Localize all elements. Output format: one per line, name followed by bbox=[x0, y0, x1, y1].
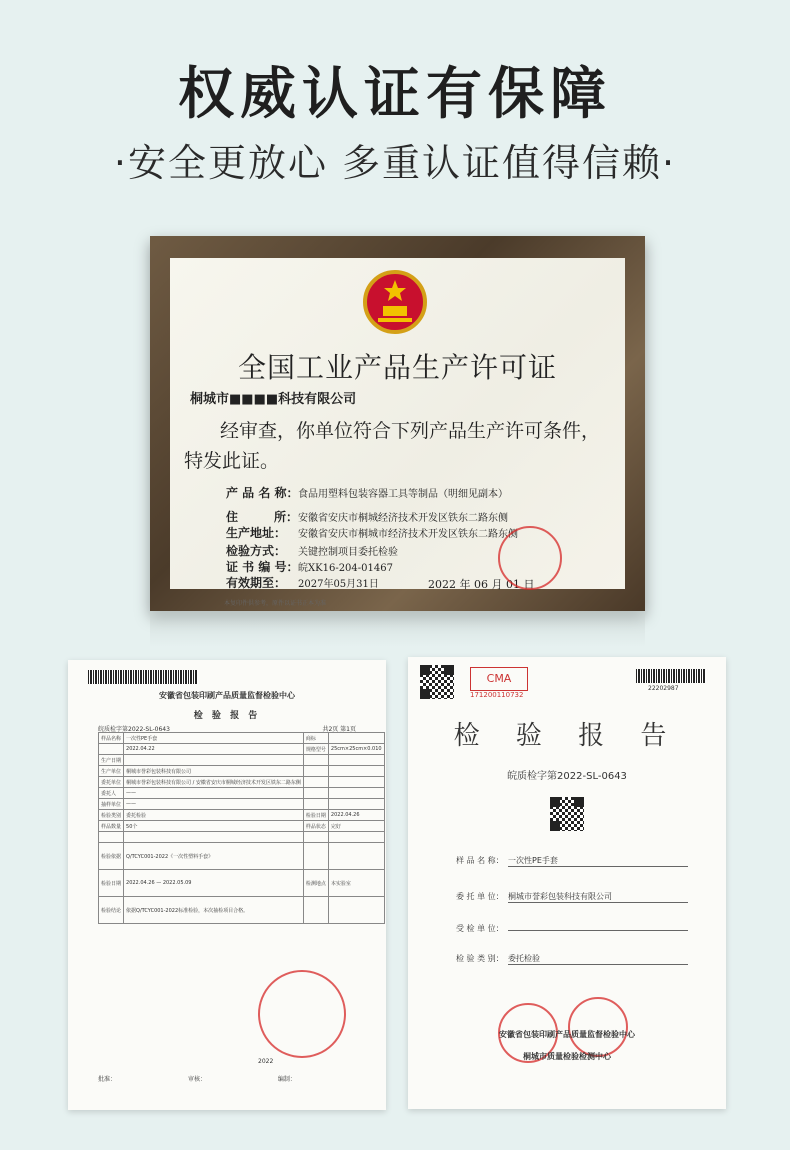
table-cell: 抽样单位 bbox=[99, 799, 124, 810]
license-frame bbox=[150, 236, 645, 611]
table-cell: 检验依据 bbox=[99, 843, 124, 870]
frame-reflection bbox=[150, 611, 645, 647]
license-row: 检验方式： 关键控制项目委托检验 bbox=[226, 544, 398, 558]
inspection-report-page-1 bbox=[68, 660, 386, 1110]
report-org: 安徽省包装印刷产品质量监督检验中心 bbox=[499, 1030, 635, 1039]
table-cell bbox=[328, 788, 384, 799]
table-cell: 2022.04.22 bbox=[124, 744, 304, 755]
report-field: 检 验 类 别： 委托检验 bbox=[456, 953, 688, 965]
inspection-seal-icon bbox=[258, 970, 346, 1058]
table-cell: 委托人 bbox=[99, 788, 124, 799]
table-row bbox=[99, 870, 385, 897]
table-cell: 2022.04.26 bbox=[328, 810, 384, 821]
national-emblem-icon bbox=[356, 266, 434, 340]
license-row: 产 品 名 称：食品用塑料包装容器工具等制品（明细见副本） bbox=[226, 486, 508, 500]
page-title: 权威认证有保障 bbox=[178, 62, 612, 127]
license-row: 有效期至： 2027年05月31日 bbox=[226, 576, 379, 590]
table-cell: 25cm×25cm×0.010 bbox=[328, 744, 384, 755]
barcode-icon bbox=[88, 670, 198, 684]
table-cell bbox=[124, 755, 304, 766]
report-field: 委 托 单 位： 桐城市誉彩包装科技有限公司 bbox=[456, 891, 688, 903]
license-row: 证 书 编 号：皖XK16-204-01467 bbox=[226, 560, 393, 574]
table-cell bbox=[303, 777, 328, 788]
table-cell bbox=[303, 755, 328, 766]
report-number: 皖质检字第2022-SL-0643 bbox=[507, 771, 627, 782]
report-org-2: 桐城市质量检验检测中心 bbox=[523, 1052, 611, 1061]
table-cell: 生产单位 bbox=[99, 766, 124, 777]
table-cell bbox=[99, 832, 124, 843]
table-cell bbox=[328, 766, 384, 777]
qr-code-icon bbox=[550, 797, 584, 831]
report-field: 受 检 单 位： bbox=[456, 923, 688, 934]
table-cell: 商标 bbox=[303, 733, 328, 744]
table-cell bbox=[328, 733, 384, 744]
table-cell bbox=[328, 777, 384, 788]
license-fine-print: 本复印件供参考，原件以证书正本为准 bbox=[224, 600, 327, 607]
table-cell: 委托单位 bbox=[99, 777, 124, 788]
table-cell: 规格型号 bbox=[303, 744, 328, 755]
report-number: 皖质检字第2022-SL-0643 bbox=[98, 726, 170, 733]
report-signatures: 批准： 审核： 编制： bbox=[98, 1076, 296, 1083]
table-row bbox=[99, 843, 385, 870]
table-cell: —— bbox=[124, 799, 304, 810]
table-cell bbox=[303, 799, 328, 810]
table-cell: 样品状态 bbox=[303, 821, 328, 832]
table-row bbox=[99, 832, 385, 843]
table-cell bbox=[328, 832, 384, 843]
table-cell: 委托检验 bbox=[124, 810, 304, 821]
table-cell: 样品数量 bbox=[99, 821, 124, 832]
table-row bbox=[99, 788, 385, 799]
table-cell: 一次性PE手套 bbox=[124, 733, 304, 744]
table-cell bbox=[124, 832, 304, 843]
inspection-seal-icon bbox=[568, 997, 628, 1057]
table-cell bbox=[328, 755, 384, 766]
license-statement-end: 特发此证。 bbox=[184, 450, 280, 472]
table-cell: 完好 bbox=[328, 821, 384, 832]
table-row bbox=[99, 766, 385, 777]
report-org: 安徽省包装印刷产品质量监督检验中心 bbox=[159, 691, 295, 700]
table-row bbox=[99, 821, 385, 832]
inspection-report-cover bbox=[408, 657, 726, 1109]
table-row bbox=[99, 897, 385, 924]
table-cell bbox=[99, 744, 124, 755]
table-cell: 桐城市誉彩包装科技有限公司 bbox=[124, 766, 304, 777]
table-cell: 样品名称 bbox=[99, 733, 124, 744]
table-row bbox=[99, 755, 385, 766]
cma-number: 171200110732 bbox=[470, 691, 524, 699]
table-cell: 50个 bbox=[124, 821, 304, 832]
table-row bbox=[99, 799, 385, 810]
table-cell bbox=[303, 766, 328, 777]
report-issue-year: 2022 bbox=[258, 1058, 274, 1065]
table-cell: 检验类别 bbox=[99, 810, 124, 821]
table-cell: 2022.04.26 — 2022.05.09 bbox=[124, 870, 304, 897]
report-page: 共2页 第1页 bbox=[322, 726, 356, 733]
table-cell: 检验结论 bbox=[99, 897, 124, 924]
table-cell bbox=[328, 897, 384, 924]
table-cell bbox=[303, 897, 328, 924]
table-cell: 依据Q/TCYC001-2022标准检验，本次抽检项目合格。 bbox=[124, 897, 304, 924]
table-cell bbox=[328, 799, 384, 810]
table-cell: —— bbox=[124, 788, 304, 799]
red-seal-icon bbox=[498, 526, 562, 590]
table-row bbox=[99, 744, 385, 755]
license-row: 住 所：安徽省安庆市桐城经济技术开发区铁东二路东侧 bbox=[226, 510, 508, 524]
barcode-icon bbox=[636, 669, 706, 683]
table-cell bbox=[303, 832, 328, 843]
qr-code-icon bbox=[420, 665, 454, 699]
license-issue-date: 2022 年 06 月 01 日 bbox=[428, 578, 535, 591]
table-row bbox=[99, 810, 385, 821]
table-cell: 检验日期 bbox=[99, 870, 124, 897]
report-title: 检 验 报 告 bbox=[453, 721, 681, 751]
table-cell bbox=[303, 843, 328, 870]
table-cell bbox=[328, 843, 384, 870]
table-row bbox=[99, 733, 385, 744]
table-row bbox=[99, 777, 385, 788]
cma-logo-icon: CMA bbox=[470, 667, 528, 691]
table-cell: 生产日期 bbox=[99, 755, 124, 766]
page-subtitle: ·安全更放心 多重认证值得信赖· bbox=[113, 141, 677, 185]
table-cell: Q/TCYC001-2022《一次性塑料手套》 bbox=[124, 843, 304, 870]
table-cell: 检验日期 bbox=[303, 810, 328, 821]
table-cell: 本实验室 bbox=[328, 870, 384, 897]
report-code: 22202987 bbox=[648, 685, 679, 692]
license-row: 生产地址： 安徽省安庆市桐城市经济技术开发区铁东二路东侧 bbox=[226, 526, 518, 540]
license-title: 全国工业产品生产许可证 bbox=[237, 351, 557, 384]
production-license bbox=[170, 258, 625, 607]
license-statement: 经审查，你单位符合下列产品生产许可条件， bbox=[220, 420, 601, 442]
license-company: 桐城市■■■■科技有限公司 bbox=[190, 392, 357, 407]
report-table bbox=[98, 732, 385, 924]
table-cell: 桐城市誉彩包装科技有限公司 / 安徽省安庆市桐城经济技术开发区铁东二路东侧 bbox=[124, 777, 304, 788]
table-cell: 检测地点 bbox=[303, 870, 328, 897]
report-field: 样 品 名 称： 一次性PE手套 bbox=[456, 855, 688, 867]
report-title: 检 验 报 告 bbox=[193, 711, 261, 721]
table-cell bbox=[303, 788, 328, 799]
